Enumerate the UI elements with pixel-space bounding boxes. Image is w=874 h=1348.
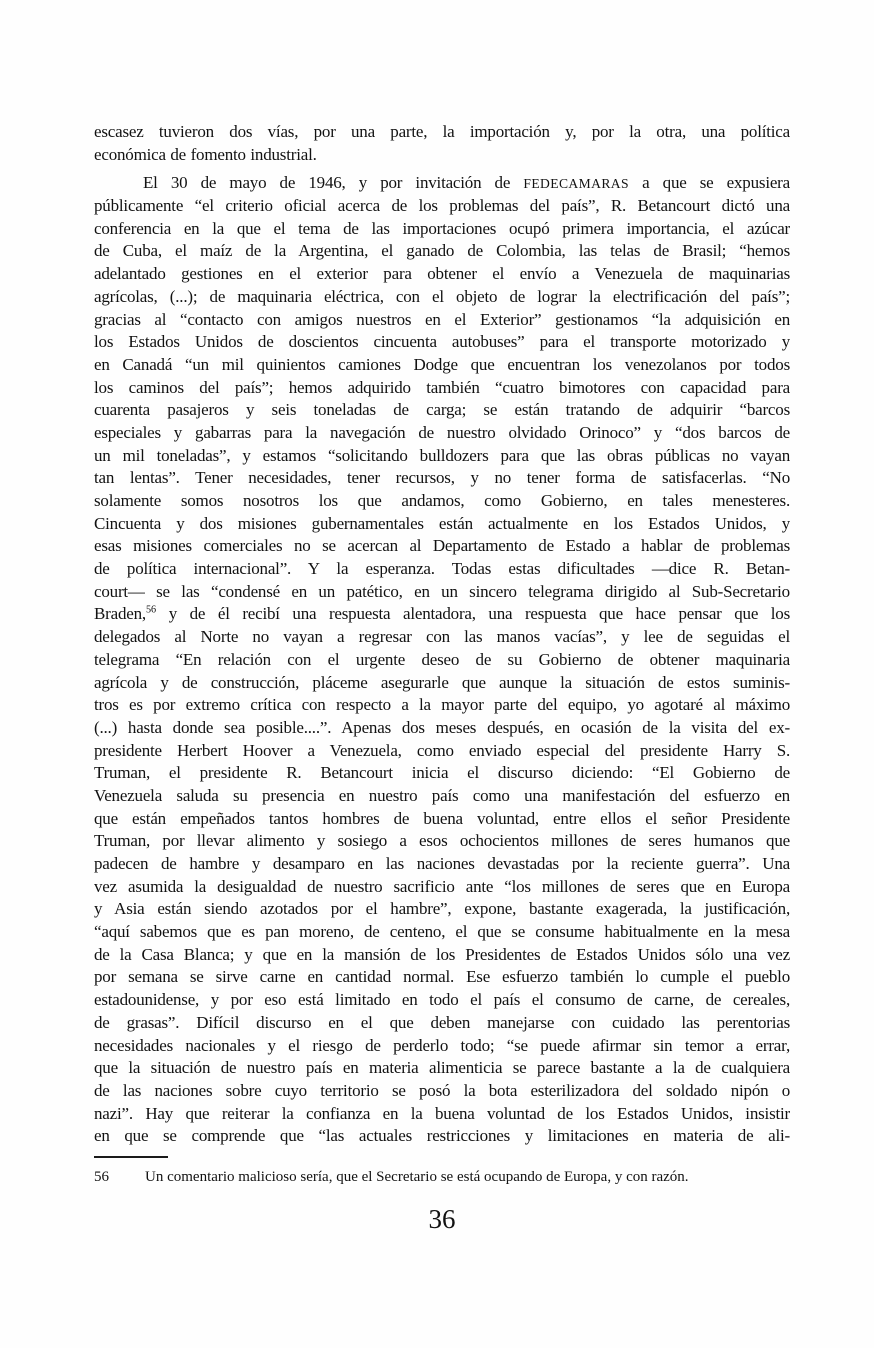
text-line [94,263,790,286]
text-line [94,853,790,876]
text-line [94,558,790,581]
text-segment: de grasas”. Difícil discurso en el que deben manejarse con cuidado las perentorias [94,1012,790,1032]
text-segment: adelantado gestiones en el exterior para obtener el envío a Venezuela de maquinarias [94,264,790,284]
text-line [94,1012,790,1035]
text-segment: Truman, el presidente R. Betancourt inicia el discurso diciendo: “El Gobierno de [94,763,790,783]
text-line [94,581,790,604]
text-segment: nazi”. Hay que reiterar la confianza en la buena voluntad de los Estados Unidos, insistir [94,1103,790,1123]
text-line [94,1080,790,1103]
text-segment: escasez tuvieron dos vías, por una parte, la importación y, por la otra, una política [94,122,790,141]
text-segment: de Cuba, el maíz de la Argentina, el ganado de Colombia, las telas de Brasil; “hemos [94,241,790,261]
text-segment: vez asumida la desigualdad de nuestro sacrificio ante “los millones de seres que en Europa [94,876,790,896]
text-line [94,331,790,354]
text-segment: tan lentas”. Tener necesidades, tener recursos, y no tener forma de satisfacerlas. “No [94,468,790,488]
text-segment: a que se expusiera [628,173,790,193]
text-line [94,467,790,490]
text-segment: de política internacional”. Y la esperanza. Todas estas dificultades —dice R. Betan- [94,559,790,579]
text-line [94,422,790,445]
text-segment: “aquí sabemos que es pan moreno, de centeno, el que se consume habitualmente en la mesa [94,922,790,942]
text-line [94,121,790,144]
text-line [94,649,790,672]
text-segment: un mil toneladas”, y estamos “solicitando bulldozers para que las obras públicas no vayan [94,445,790,465]
text-line [94,1035,790,1058]
text-line [94,1103,790,1126]
text-segment: padecen de hambre y desamparo en las naciones devastadas por la reciente guerra”. Una [94,854,790,873]
text-segment: en Canadá “un mil quinientos camiones Dodge que encuentran los venezolanos por todos [94,354,790,374]
text-line [94,490,790,513]
text-segment: court— se las “condensé en un patético, en un sincero telegrama dirigido al Sub-Secretario [94,581,790,601]
paragraph [94,121,790,166]
text-line [94,354,790,377]
footnote-reference: 56 [145,604,157,616]
text-line [94,717,790,740]
text-segment: por semana se sirve carne en cantidad normal. Ese esfuerzo también lo cumple el pueblo [94,967,790,987]
footnote-text: Un comentario malicioso sería, que el Secretario se está ocupando de Europa, y con razón. [145,1168,689,1185]
text-line [94,377,790,400]
text-line [94,445,790,468]
text-segment: los Estados Unidos de doscientos cincuenta autobuses” para el transporte motorizado y [94,332,790,352]
text-segment: tros es por extremo crítica con respecto a la mayor parte del equipo, yo agotaré al máximo [94,695,790,715]
text-segment: de las naciones sobre cuyo territorio se posó la bota esterilizadora del soldado nipón o [94,1080,790,1100]
footnote-marker: 56 [94,1168,109,1185]
paragraph [94,172,790,1148]
text-segment: los caminos del país”; hemos adquirido también “cuatro bimotores con capacidad para [94,377,790,397]
text-line [94,172,790,195]
text-segment: agrícolas, (...); de maquinaria eléctrica, con el objeto de lograr la electrificación del país”; [94,286,790,306]
text-segment: estadounidense, y por eso está limitado en todo el país el consumo de carne, de cereales, [94,990,790,1010]
text-line [94,218,790,241]
text-line [94,989,790,1012]
page-number: 36 [428,1204,456,1234]
smallcaps-text: FEDECAMARAS [523,176,629,192]
text-segment: agrícola y de construcción, pláceme asegurarle que aunque la situación de estos suminis- [94,672,790,692]
text-segment: (...) hasta donde sea posible....”. Apenas dos meses después, en ocasión de la visita del ex- [94,717,790,737]
text-segment: y de él recibí una respuesta alentadora, una respuesta que hace pensar que los [156,604,790,624]
text-line [94,785,790,808]
text-line [94,144,790,167]
footnote [94,1168,790,1187]
text-line [94,966,790,989]
text-line [94,944,790,967]
text-segment: conferencia en la que el tema de las importaciones ocupó primera importancia, el azúcar [94,218,790,238]
text-segment: públicamente “el criterio oficial acerca de los problemas del país”, R. Betancourt dictó una [94,196,790,216]
text-line [94,399,790,422]
text-line [94,808,790,831]
text-line [94,286,790,309]
text-line [94,898,790,921]
text-line [94,762,790,785]
text-line [94,626,790,649]
text-segment: gracias al “contacto con amigos nuestros en el Exterior” gestionamos “la adquisición en [94,309,790,329]
text-line [94,740,790,763]
text-segment: de la Casa Blanca; y que en la mansión de los Presidentes de Estados Unidos sólo una vez [94,944,790,964]
text-segment: que la situación de nuestro país en materia alimenticia se parece bastante a la de cualquiera [94,1058,790,1078]
text-line [94,603,790,626]
text-segment: El 30 de mayo de 1946, y por invitación de [143,173,524,193]
text-line [94,1057,790,1080]
text-line [94,694,790,717]
text-segment: que están empeñados tantos hombres de buena voluntad, entre ellos el señor Presidente [94,808,790,828]
text-segment: solamente somos nosotros los que andamos, como Gobierno, en tales menesteres. [94,491,790,510]
text-line [94,309,790,332]
text-line [94,535,790,558]
text-line [94,876,790,899]
text-line [94,195,790,218]
text-segment: necesidades nacionales y el riesgo de perderlo todo; “se puede afirmar sin temor a errar, [94,1035,790,1055]
text-line [94,513,790,536]
text-segment: Truman, por llevar alimento y sosiego a esos ochocientos millones de seres humanos que [94,831,790,851]
text-line [94,672,790,695]
text-segment: esas misiones comerciales no se acercan al Departamento de Estado a hablar de problemas [94,536,790,556]
text-segment: cuarenta pasajeros y seis toneladas de carga; se están tratando de adquirir “barcos [94,400,790,420]
text-line [94,240,790,263]
text-line [94,830,790,853]
footnote-separator [94,1156,168,1158]
text-block [94,121,790,1187]
text-segment: Braden, [94,604,146,624]
text-segment: y Asia están siendo azotados por el hambre”, expone, bastante exagerada, la justificación, [94,899,790,919]
text-segment: delegados al Norte no vayan a regresar con las manos vacías”, y lee de seguidas el [94,627,790,647]
text-segment: especiales y gabarras para la navegación de nuestro olvidado Orinoco” y “dos barcos de [94,422,790,442]
text-line [94,1125,790,1148]
text-segment: en que se comprende que “las actuales restricciones y limitaciones en materia de ali- [94,1126,790,1146]
text-segment: telegrama “En relación con el urgente deseo de su Gobierno de obtener maquinaria [94,649,790,669]
text-segment: presidente Herbert Hoover a Venezuela, como enviado especial del presidente Harry S. [94,740,790,760]
text-segment: Venezuela saluda su presencia en nuestro país como una manifestación del esfuerzo en [94,785,790,805]
text-segment: económica de fomento industrial. [94,144,317,164]
text-line [94,921,790,944]
text-segment: Cincuenta y dos misiones gubernamentales están actualmente en los Estados Unidos, y [94,513,790,533]
